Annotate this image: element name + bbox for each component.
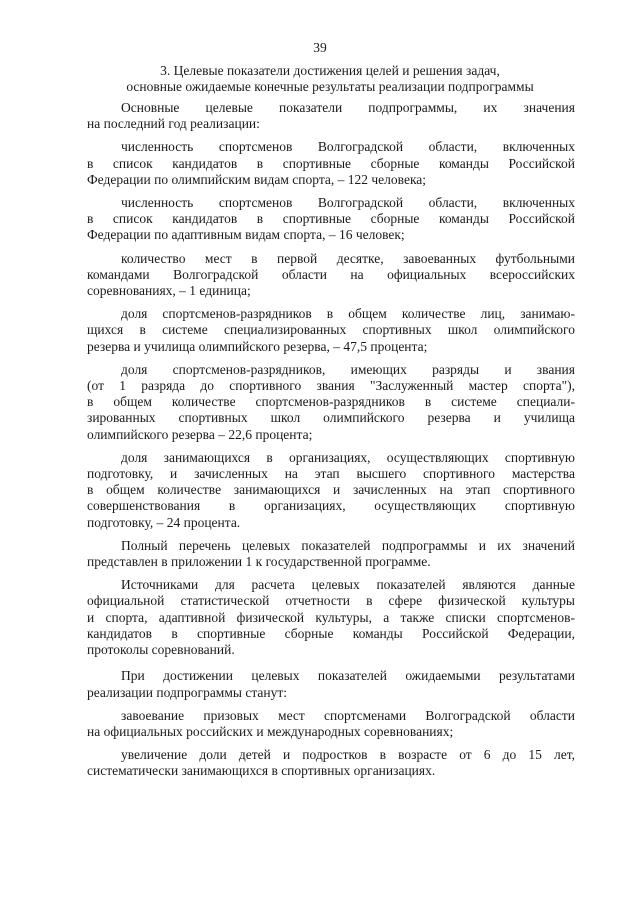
text-line: увеличение доли детей и подростков в возрасте от 6 до 15 лет, <box>121 747 575 763</box>
text-line: в общем количестве занимающихся и зачисленных на этап спортивного <box>87 482 575 498</box>
text-line: в общем количестве спортсменов-разрядников в системе специали- <box>87 394 575 410</box>
text-line: совершенствования в организациях, осуществляющих спортивную <box>87 498 575 514</box>
text-line: доля спортсменов-разрядников в общем количестве лиц, занимаю- <box>121 306 575 322</box>
document-body <box>87 100 575 780</box>
paragraph-sources <box>87 577 575 658</box>
text-line: олимпийского резерва – 22,6 процента; <box>87 426 313 442</box>
paragraph-intro <box>87 100 575 132</box>
text-line: представлен в приложении 1 к государственной программе. <box>87 554 431 570</box>
text-line: количество мест в первой десятке, завоеванных футбольными <box>121 250 575 266</box>
paragraph-expected-results <box>87 668 575 700</box>
paragraph-indicator-ranked-athletes <box>87 306 575 355</box>
text-line: подготовку, – 24 процента. <box>87 514 241 530</box>
text-line: доля спортсменов-разрядников, имеющих разряды и звания <box>121 361 575 377</box>
paragraph-indicator-adaptive <box>87 195 575 244</box>
page-number: 39 <box>313 40 327 55</box>
text-line: протоколы соревнований. <box>87 642 235 658</box>
text-line: на последний год реализации: <box>87 116 260 132</box>
paragraph-full-list <box>87 538 575 570</box>
text-line: щихся в системе специализированных спортивных школ олимпийского <box>87 322 575 338</box>
paragraph-indicator-football <box>87 251 575 300</box>
paragraph-result-children <box>87 747 575 779</box>
text-line: официальной статистической отчетности в сфере физической культуры <box>87 593 575 609</box>
paragraph-indicator-olympic <box>87 139 575 188</box>
text-line: зированных спортивных школ олимпийского резерва и училища <box>87 410 575 426</box>
text-line: доля занимающихся в организациях, осуществляющих спортивную <box>121 449 575 465</box>
section-heading-line-1: 3. Целевые показатели достижения целей и решения задач, <box>160 63 500 78</box>
text-line: подготовку, и зачисленных на этап высшего спортивного мастерства <box>87 466 575 482</box>
text-line: на официальных российских и международных соревнованиях; <box>87 723 454 739</box>
paragraph-indicator-higher-mastery <box>87 450 575 531</box>
text-line: При достижении целевых показателей ожидаемыми результатами <box>121 668 575 684</box>
text-line: реализации подпрограммы станут: <box>87 684 288 700</box>
text-line: кандидатов в спортивные сборные команды Российской Федерации, <box>87 625 575 641</box>
text-line: Федерации по олимпийским видам спорта, – 122 человека; <box>87 171 427 187</box>
text-line: в список кандидатов в спортивные сборные команды Российской <box>87 155 575 171</box>
text-line: Источниками для расчета целевых показателей являются данные <box>121 577 575 593</box>
text-line: Федерации по адаптивным видам спорта, – 16 человек; <box>87 227 405 243</box>
text-line: командами Волгоградской области на официальных всероссийских <box>87 266 575 282</box>
text-line: соревнованиях, – 1 единица; <box>87 283 251 299</box>
text-line: завоевание призовых мест спортсменами Волгоградской области <box>121 707 575 723</box>
section-heading-line-2: основные ожидаемые конечные результаты реализации подпрограммы <box>126 79 534 94</box>
paragraph-indicator-titles <box>87 362 575 443</box>
text-line: систематически занимающихся в спортивных организациях. <box>87 763 436 779</box>
paragraph-result-prizes <box>87 708 575 740</box>
text-line: в список кандидатов в спортивные сборные команды Российской <box>87 211 575 227</box>
text-line: численность спортсменов Волгоградской области, включенных <box>121 139 575 155</box>
text-line: численность спортсменов Волгоградской области, включенных <box>121 195 575 211</box>
section-heading <box>80 63 580 95</box>
text-line: Основные целевые показатели подпрограммы, их значения <box>121 100 575 115</box>
text-line: Полный перечень целевых показателей подпрограммы и их значений <box>121 537 575 553</box>
text-line: резерва и училища олимпийского резерва, – 47,5 процента; <box>87 338 428 354</box>
text-line: и спорта, адаптивной физической культуры, а также списки спортсменов- <box>87 609 575 625</box>
text-line: (от 1 разряда до спортивного звания "Заслуженный мастер спорта"), <box>87 378 575 394</box>
